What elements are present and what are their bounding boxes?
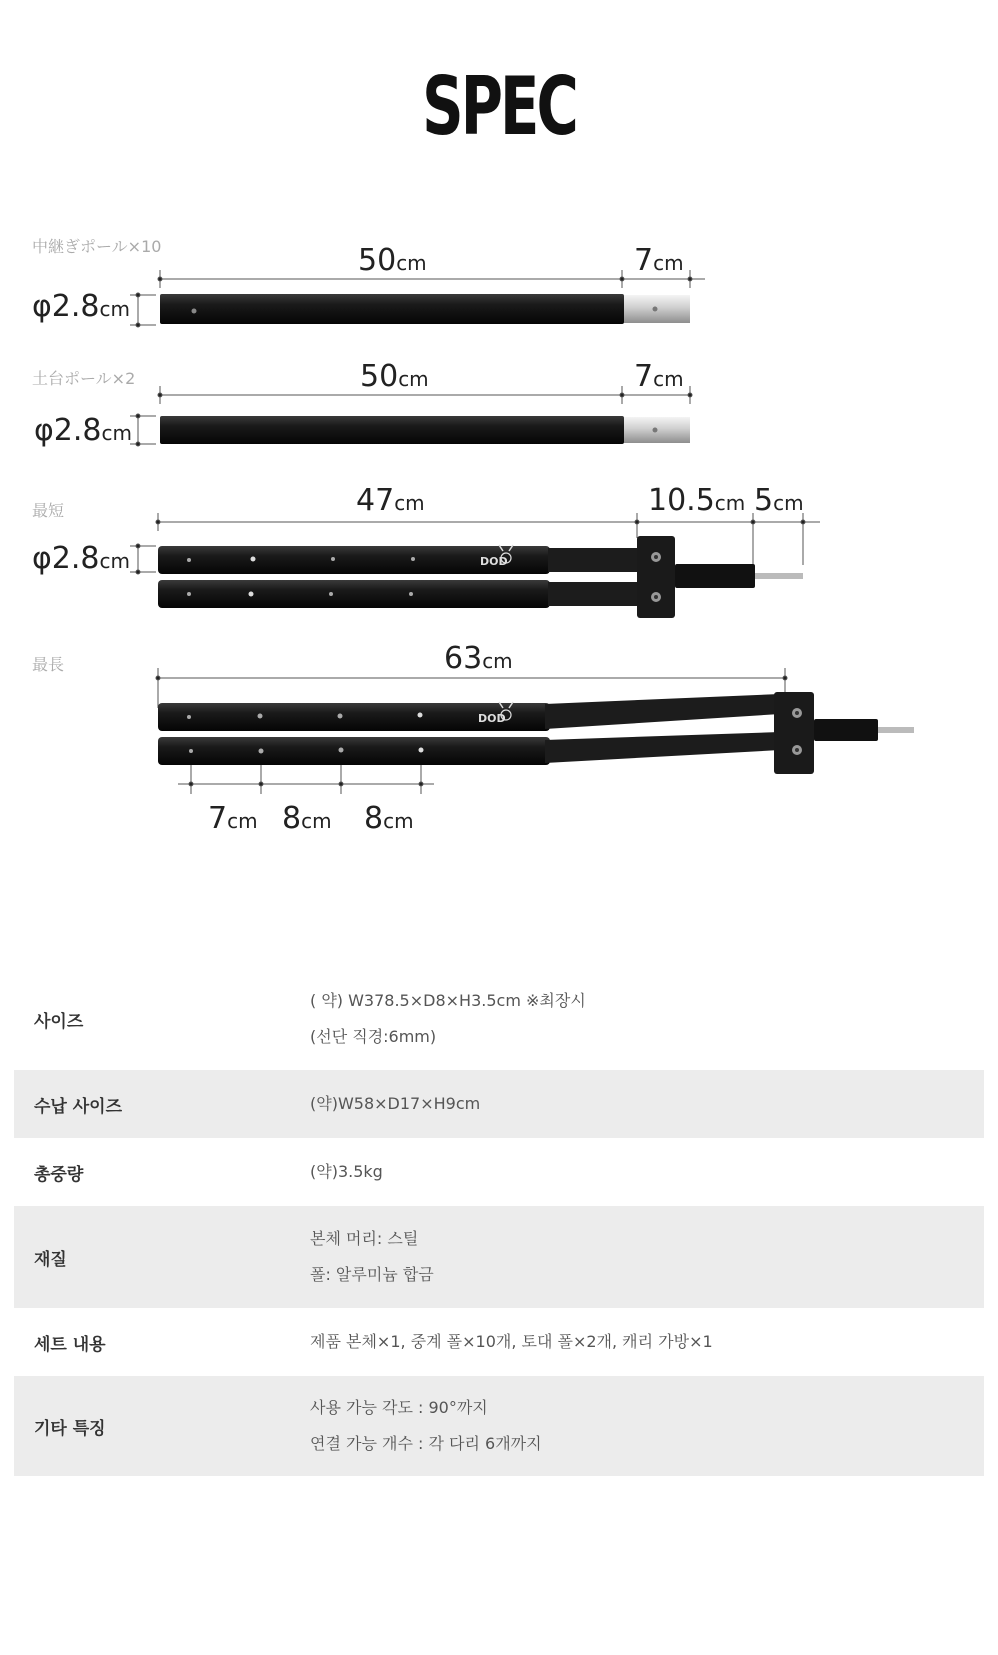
svg-text:7cm: 7cm <box>208 801 258 836</box>
svg-text:50cm: 50cm <box>360 359 429 394</box>
spec-label: 수납 사이즈 <box>34 1096 123 1117</box>
svg-text:8cm: 8cm <box>282 801 332 836</box>
spec-label: 재질 <box>34 1249 67 1270</box>
svg-text:50cm: 50cm <box>358 243 427 278</box>
svg-text:φ2.8cm: φ2.8cm <box>34 413 132 448</box>
spec-value: 제품 본체×1, 중계 폴×10개, 토대 폴×2개, 캐리 가방×1 <box>310 1332 713 1351</box>
spec-value: (약)W58×D17×H9cm <box>310 1094 481 1113</box>
spec-label: 세트 내용 <box>34 1334 106 1355</box>
spec-value: (약)3.5kg <box>310 1162 383 1181</box>
svg-text:7cm: 7cm <box>634 359 684 394</box>
spec-label: 사이즈 <box>34 1011 84 1032</box>
svg-text:7cm: 7cm <box>634 243 684 278</box>
base-pole-label: 土台ポール×2 <box>32 369 136 388</box>
spec-label: 총중량 <box>34 1164 84 1185</box>
spec-row-storage-size <box>14 1070 984 1138</box>
relay-pole-label: 中継ぎポール×10 <box>32 237 162 256</box>
spec-row-other-features <box>14 1376 984 1476</box>
spec-row-size <box>14 968 984 1070</box>
shortest-label: 最短 <box>32 501 65 520</box>
page-title: SPEC <box>422 60 576 153</box>
spec-value: ( 약) W378.5×D8×H3.5cm ※최장시 (선단 직경:6mm) <box>310 991 586 1046</box>
svg-text:8cm: 8cm <box>364 801 414 836</box>
logo-mark-long: DOD <box>478 712 506 725</box>
spec-label: 기타 특징 <box>34 1418 106 1439</box>
svg-text:47cm: 47cm <box>356 483 425 518</box>
shortest-assembly <box>158 536 803 618</box>
spec-row-material <box>14 1206 984 1308</box>
svg-text:φ2.8cm: φ2.8cm <box>32 541 130 576</box>
svg-text:φ2.8cm: φ2.8cm <box>32 289 130 324</box>
spec-value: 본체 머리: 스틸 폴: 알루미늄 합금 <box>310 1229 434 1284</box>
longest-label: 最長 <box>32 655 65 674</box>
spec-row-set-contents <box>14 1308 984 1376</box>
relay-pole-body <box>160 294 624 324</box>
svg-text:5cm: 5cm <box>754 483 804 518</box>
spec-row-weight <box>14 1138 984 1206</box>
base-pole-body <box>160 416 624 444</box>
spec-table <box>14 968 984 1476</box>
svg-text:10.5cm: 10.5cm <box>648 483 746 518</box>
logo-mark: DOD <box>480 555 508 568</box>
spec-value: 사용 가능 각도 : 90°까지 연결 가능 개수 : 각 다리 6개까지 <box>310 1398 542 1453</box>
longest-assembly <box>158 692 914 774</box>
spec-diagram <box>0 220 998 900</box>
svg-text:63cm: 63cm <box>444 641 513 676</box>
